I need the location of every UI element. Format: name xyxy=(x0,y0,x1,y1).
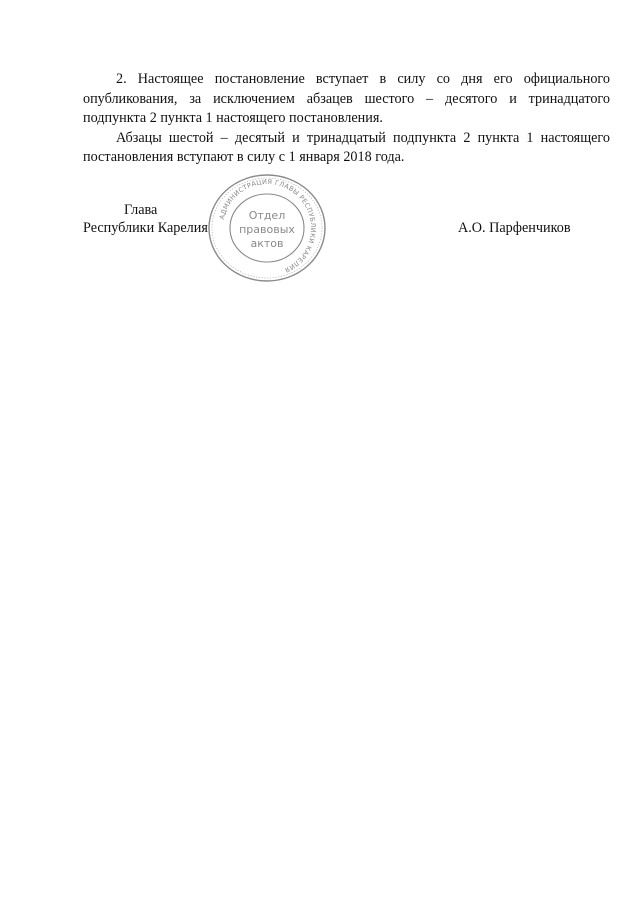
signature-title: Глава xyxy=(124,202,158,218)
signature-organization: Республики Карелия xyxy=(83,220,208,236)
stamp-center-line-1: Отдел xyxy=(248,209,286,222)
paragraph-exceptions-effective-date: Абзацы шестой – десятый и тринадцатый подпункта 2 пункта 1 настоящего постановления вступают в силу с 1 января 2018 года. xyxy=(83,129,610,165)
stamp-center-line-3: актов xyxy=(250,237,284,250)
stamp-center-line-2: правовых xyxy=(239,223,295,236)
document-body xyxy=(83,70,610,168)
signatory-name: А.О. Парфенчиков xyxy=(458,220,571,236)
paragraph-effective-date: 2. Настоящее постановление вступает в силу со дня его официального опубликования, за исключением абзацев шестого – десятого и тринадцатого подпункта 2 пункта 1 настоящего постановления. xyxy=(83,71,610,126)
official-stamp xyxy=(205,172,329,284)
stamp-seal-graphic xyxy=(205,172,329,284)
signature-position xyxy=(83,201,208,237)
stamp-ring-text: АДМИНИСТРАЦИЯ ГЛАВЫ РЕСПУБЛИКИ КАРЕЛИЯ xyxy=(217,177,318,275)
